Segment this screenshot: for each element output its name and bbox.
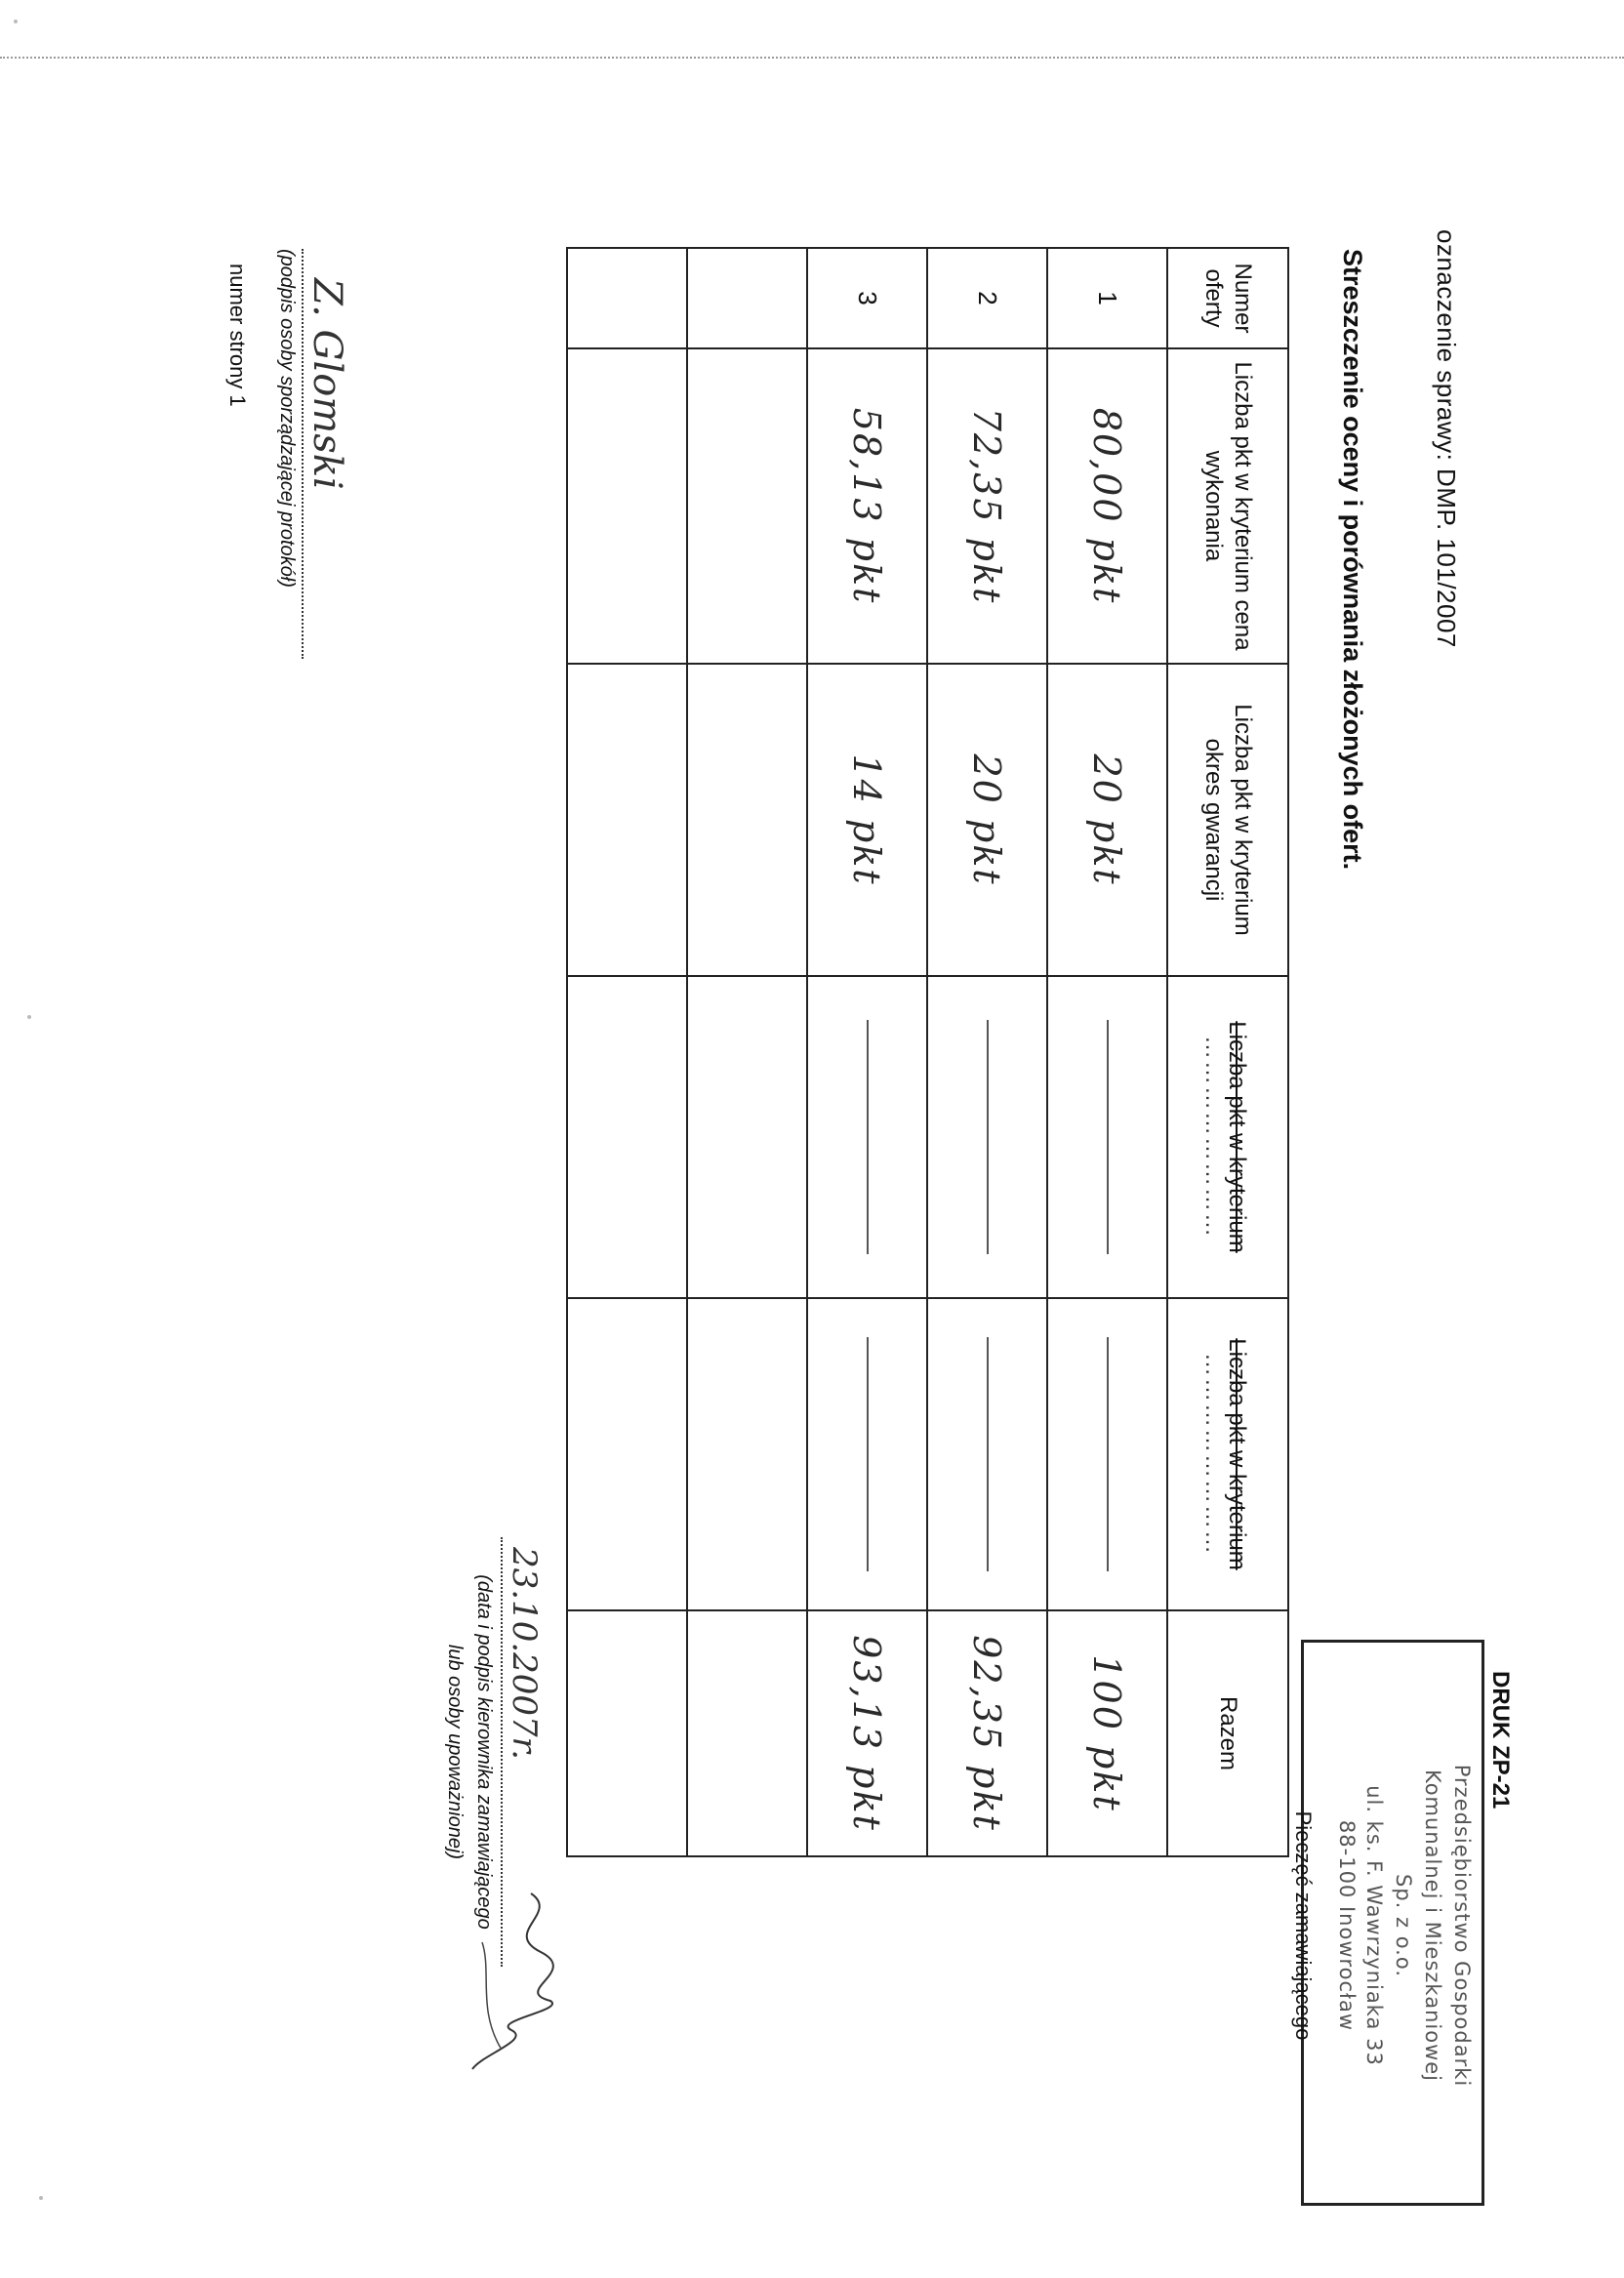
preparer-signature-block: [275, 249, 350, 659]
stamp-line: ul. ks. F. Wawrzyniaka 33: [1362, 1785, 1386, 2066]
criterion-3-cell: [807, 976, 927, 1298]
struck-header-text: Liczba pkt w kryterium: [1224, 1338, 1250, 1570]
dash-mark: [1107, 1020, 1109, 1254]
warranty-points: 14 pkt: [807, 664, 927, 976]
dash-mark: [867, 1337, 869, 1571]
manager-signature-caption-1: (data i podpis kierownika zamawiającego: [473, 1574, 495, 1930]
stamp-line: Przedsiębiorstwo Gospodarki: [1450, 1764, 1474, 2088]
price-points: 58,13 pkt: [807, 348, 927, 664]
stamp-box: [1291, 1640, 1484, 2206]
offer-number: 1: [1047, 248, 1167, 348]
preparer-handwritten-signature: Z. Glomski: [302, 249, 350, 659]
preparer-signature-caption: (podpis osoby sporządzającej protokół): [276, 249, 298, 588]
dash-mark: [867, 1020, 869, 1254]
struck-header-text: Liczba pkt w kryterium: [1224, 1021, 1250, 1253]
warranty-points: 20 pkt: [927, 664, 1047, 976]
header-placeholder: ……………………: [1200, 1036, 1227, 1239]
manager-signature-caption-2: lub osoby upoważnionej): [444, 1644, 466, 1860]
total-points: [687, 1610, 807, 1856]
price-points: 80,00 pkt: [1047, 348, 1167, 664]
header-total: Razem: [1167, 1610, 1288, 1856]
case-reference: oznaczenie sprawy: DMP. 101/2007: [1432, 229, 1461, 648]
header-warranty-points: Liczba pkt w kryterium okres gwarancji: [1167, 664, 1288, 976]
total-points: 92,35 pkt: [927, 1610, 1047, 1856]
criterion-3-cell: [687, 976, 807, 1298]
header-offer-number: Numer oferty: [1167, 248, 1288, 348]
header-placeholder: ……………………: [1200, 1353, 1227, 1556]
criterion-3-cell: [567, 976, 687, 1298]
table-row: [927, 248, 1047, 1856]
table-header-row: [1167, 248, 1288, 1856]
criterion-4-cell: [927, 1298, 1047, 1610]
price-points: 72,35 pkt: [927, 348, 1047, 664]
stamp-line: Komunalnej i Mieszkaniowej: [1421, 1769, 1444, 2083]
stamp-line: 88-100 Inowrocław: [1335, 1819, 1359, 2032]
header-criterion-struck-2: [1167, 1298, 1288, 1610]
offer-number: 2: [927, 248, 1047, 348]
warranty-points: [567, 664, 687, 976]
criterion-4-cell: [567, 1298, 687, 1610]
criterion-3-cell: [1047, 976, 1167, 1298]
price-points: [567, 348, 687, 664]
total-points: [567, 1610, 687, 1856]
criterion-4-cell: [807, 1298, 927, 1610]
document-title: Streszczenie oceny i porównania złożonych ofert.: [1338, 249, 1367, 871]
stamp-caption: Pieczęć zamawiającego: [1291, 1810, 1316, 2041]
offer-number: 3: [807, 248, 927, 348]
table-row: [807, 248, 927, 1856]
form-code: DRUK ZP-21: [1487, 1671, 1514, 1810]
criterion-4-cell: [1047, 1298, 1167, 1610]
institution-stamp: [1291, 1640, 1514, 2206]
header-price-points: Liczba pkt w kryterium cena wykonania: [1167, 348, 1288, 664]
warranty-points: [687, 664, 807, 976]
price-points: [687, 348, 807, 664]
total-points: 100 pkt: [1047, 1610, 1167, 1856]
manager-handwritten-date: 23.10.2007r.: [501, 1537, 546, 1967]
offer-number: [687, 248, 807, 348]
criterion-4-cell: [687, 1298, 807, 1610]
header-criterion-struck-1: [1167, 976, 1288, 1298]
signature-scribble-icon: [463, 1884, 570, 2079]
dash-mark: [987, 1020, 989, 1254]
dash-mark: [987, 1337, 989, 1571]
table-row: [567, 248, 687, 1856]
dash-mark: [1107, 1337, 1109, 1571]
offer-number: [567, 248, 687, 348]
stamp-line: Sp. z o.o.: [1392, 1873, 1415, 1978]
warranty-points: 20 pkt: [1047, 664, 1167, 976]
criterion-3-cell: [927, 976, 1047, 1298]
offers-comparison-table: [566, 247, 1289, 1857]
total-points: 93,13 pkt: [807, 1610, 927, 1856]
table-row: [687, 248, 807, 1856]
page-number: numer strony 1: [225, 264, 250, 407]
table-row: [1047, 248, 1167, 1856]
